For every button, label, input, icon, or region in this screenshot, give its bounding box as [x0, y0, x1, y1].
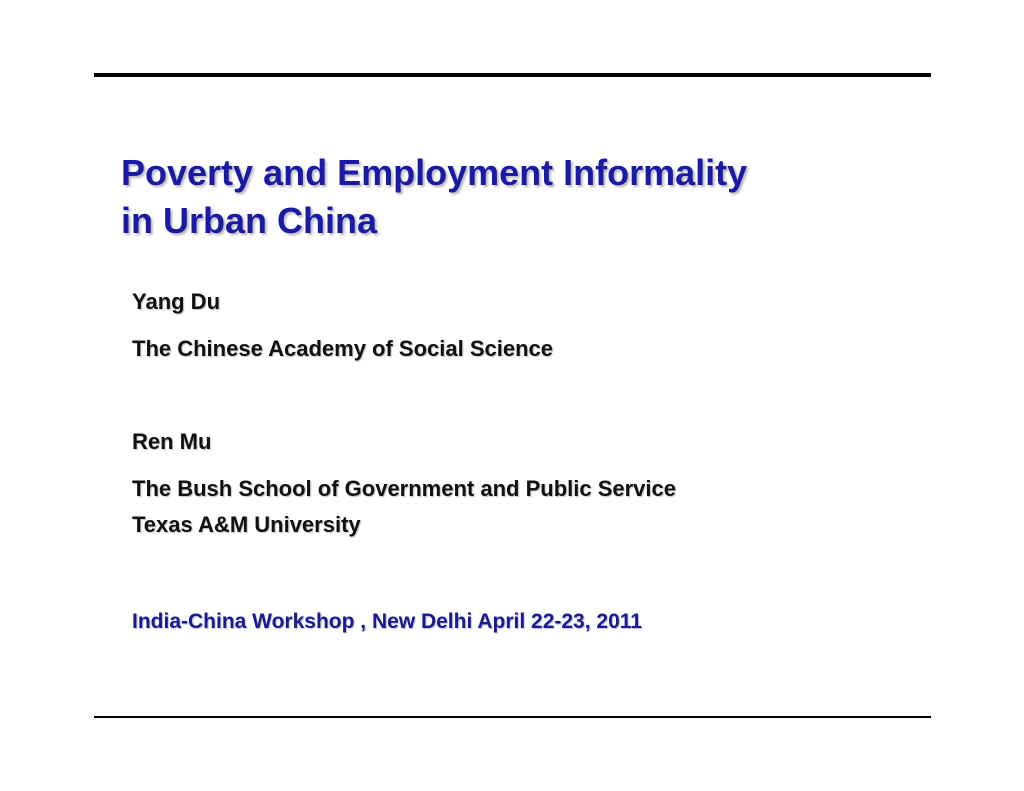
event-info: India-China Workshop , New Delhi April 22-23, 2011: [132, 610, 642, 633]
author-name-1: Yang Du: [132, 289, 221, 314]
top-divider: [94, 73, 931, 77]
author-affiliation-2-line-1: The Bush School of Government and Public Service: [132, 476, 676, 501]
author-name-2: Ren Mu: [132, 429, 212, 454]
slide-title-line-1: Poverty and Employment Informality: [121, 152, 748, 193]
slide-title-line-2: in Urban China: [121, 200, 378, 241]
bottom-divider: [94, 716, 931, 718]
author-affiliation-2-line-2: Texas A&M University: [132, 512, 361, 537]
slide-title: [121, 149, 747, 245]
author-affiliation-1: The Chinese Academy of Social Science: [132, 336, 554, 361]
